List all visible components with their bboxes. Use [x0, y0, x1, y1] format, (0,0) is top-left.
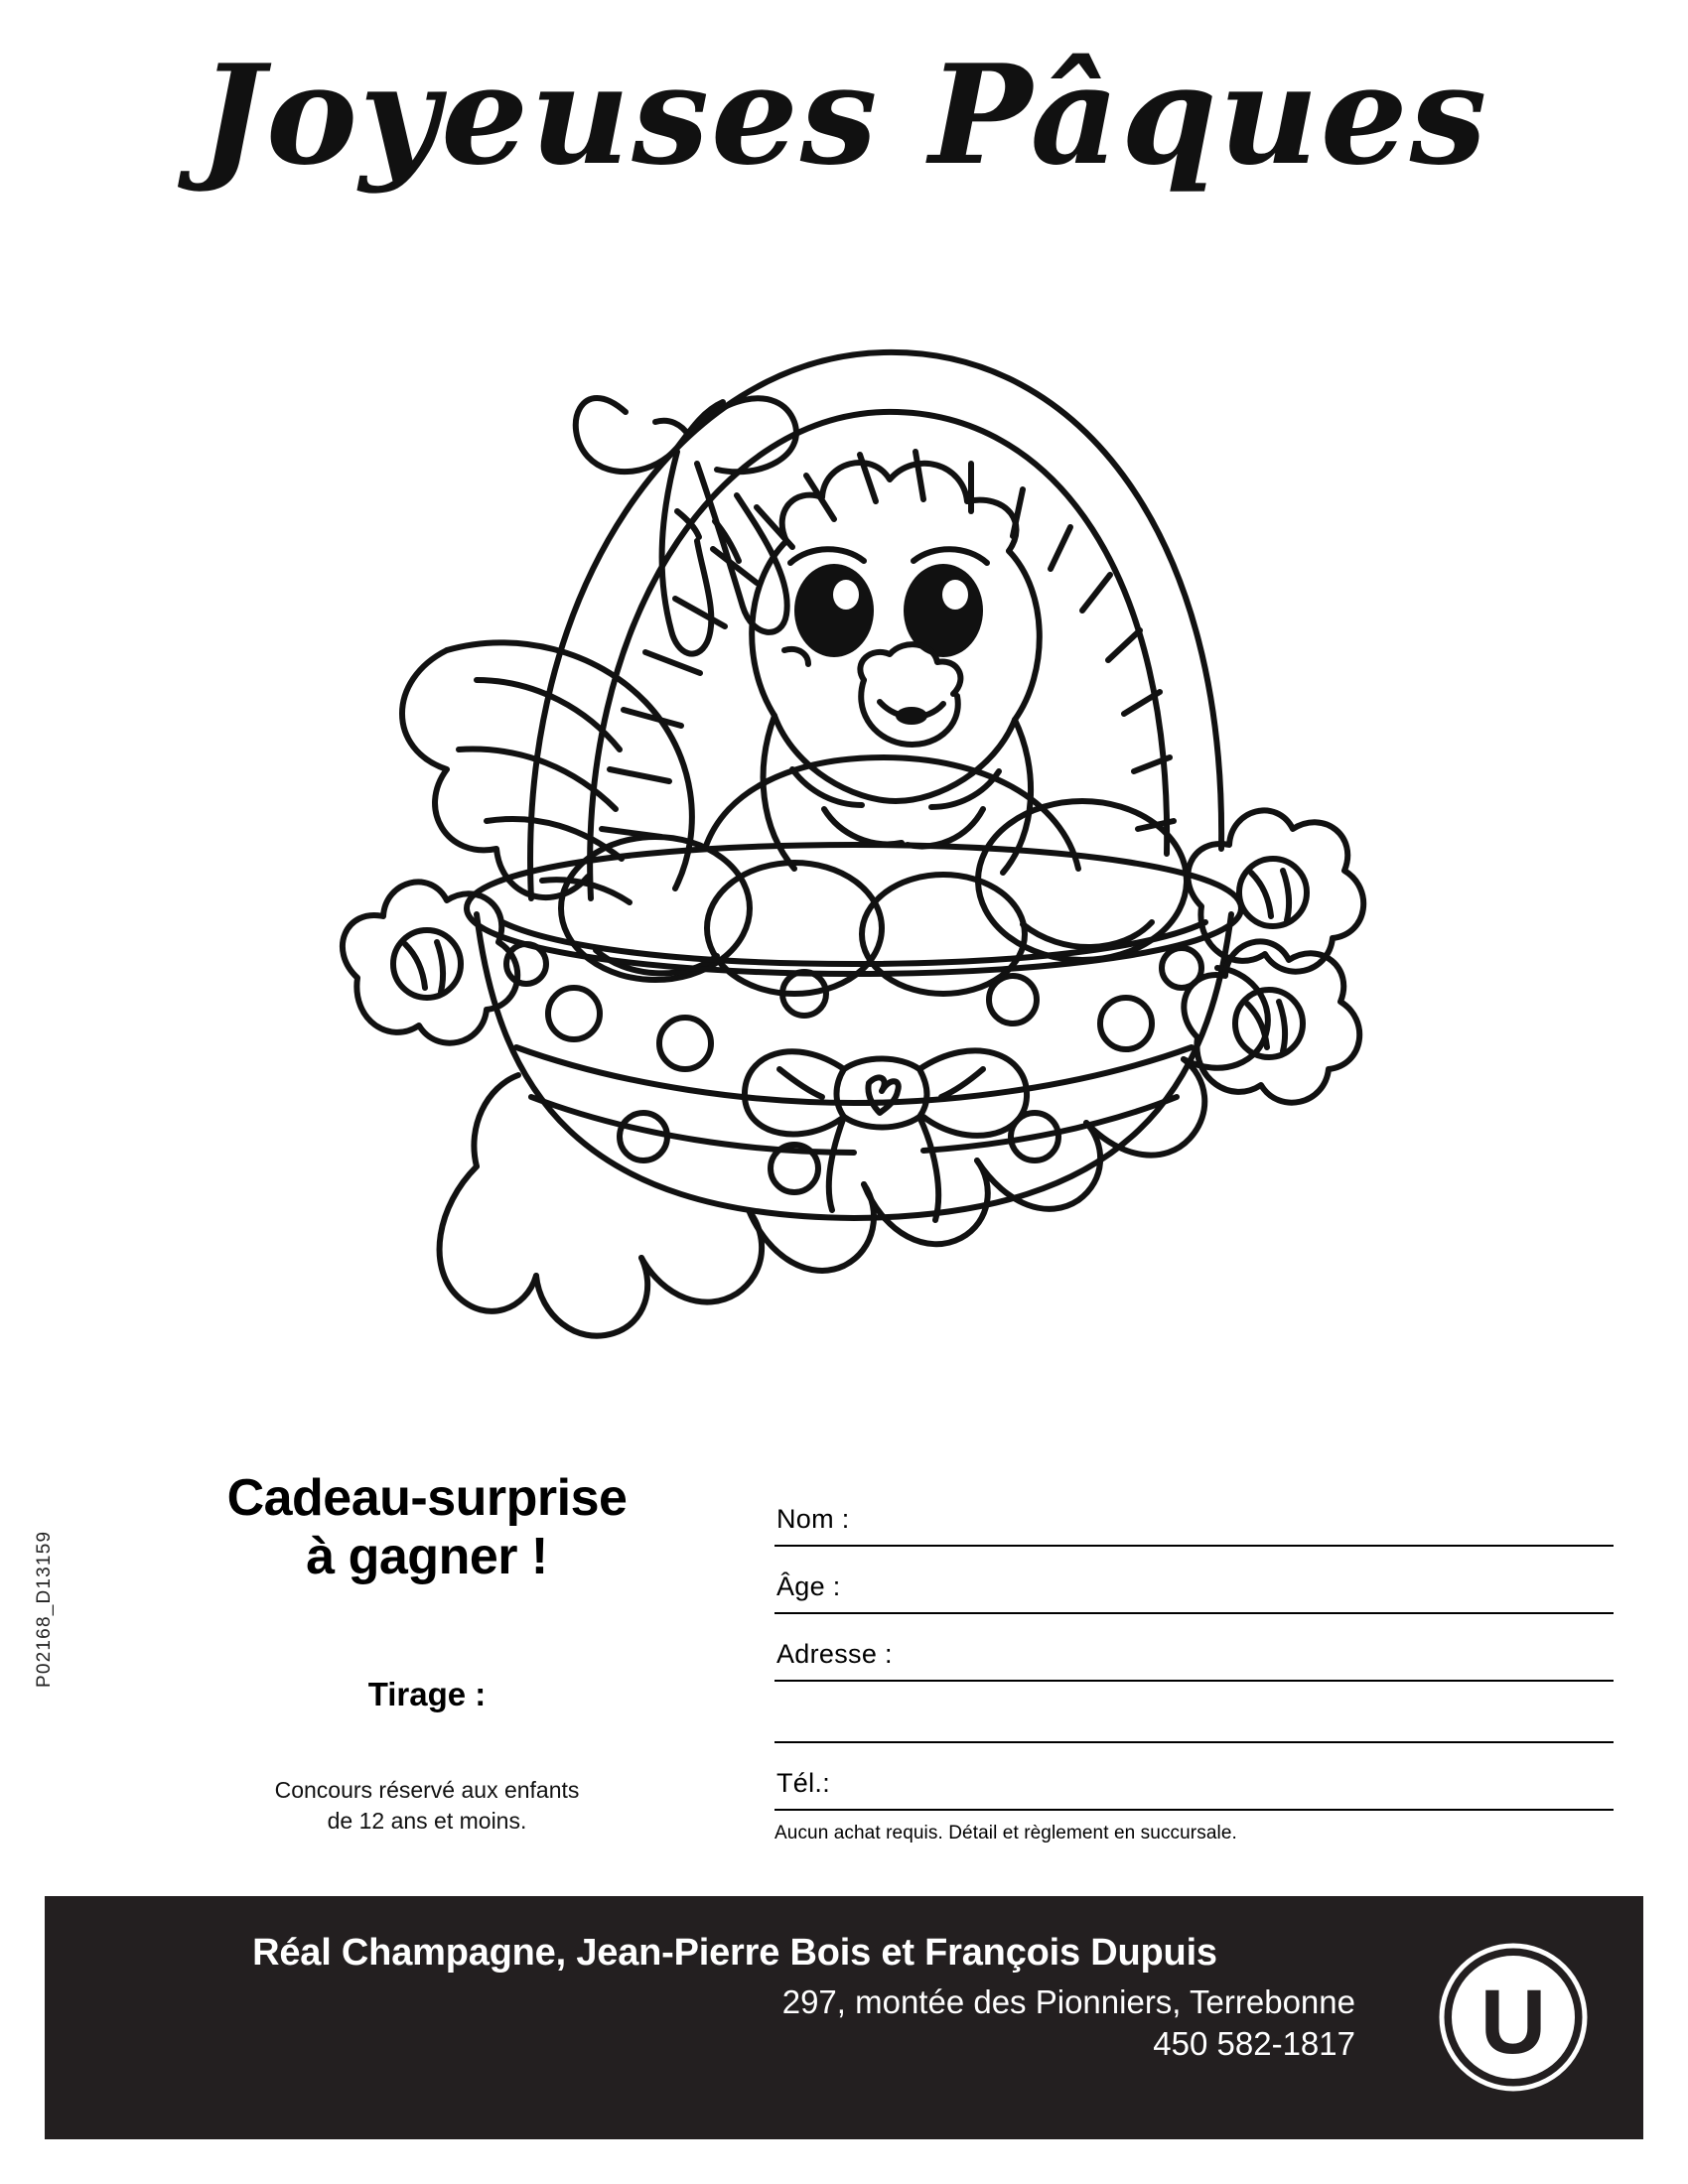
store-footer — [45, 1896, 1643, 2139]
page-title: Joyeuses Pâques — [199, 34, 1489, 196]
field-telephone-label: Tél.: — [776, 1768, 831, 1798]
field-telephone[interactable] — [774, 1743, 1614, 1811]
field-age[interactable] — [774, 1547, 1614, 1614]
store-phone: 450 582-1817 — [1153, 2025, 1355, 2063]
field-adresse[interactable] — [774, 1614, 1614, 1682]
metro-u-logo-icon — [1438, 1942, 1589, 2093]
field-age-label: Âge : — [776, 1571, 841, 1601]
field-adresse-label: Adresse : — [776, 1639, 893, 1669]
easter-basket-chick-coloring-illustration — [328, 213, 1380, 1454]
entry-form — [774, 1479, 1614, 1844]
eligibility-line2: de 12 ans et moins. — [327, 1807, 527, 1834]
field-adresse-line2[interactable] — [774, 1682, 1614, 1743]
svg-text:U: U — [1479, 1972, 1547, 2073]
eligibility-line1: Concours réservé aux enfants — [274, 1776, 580, 1803]
store-footer-text — [45, 1930, 1385, 2066]
document-code: P02168_D13159 — [34, 1530, 55, 1688]
draw-label: Tirage : — [367, 1675, 487, 1712]
form-disclaimer: Aucun achat requis. Détail et règlement en succursale. — [774, 1823, 1237, 1843]
promo-headline — [109, 1469, 745, 1586]
promo-block — [109, 1469, 745, 1837]
eligibility-note — [109, 1775, 745, 1837]
promo-headline-line1: Cadeau-surprise — [226, 1469, 628, 1527]
field-nom-label: Nom : — [776, 1504, 850, 1534]
store-owners: Réal Champagne, Jean-Pierre Bois et François Dupuis — [252, 1932, 1217, 1974]
field-nom[interactable] — [774, 1479, 1614, 1547]
promo-headline-line2: à gagner ! — [306, 1527, 548, 1585]
store-address: 297, montée des Pionniers, Terrebonne — [781, 1982, 1355, 2020]
